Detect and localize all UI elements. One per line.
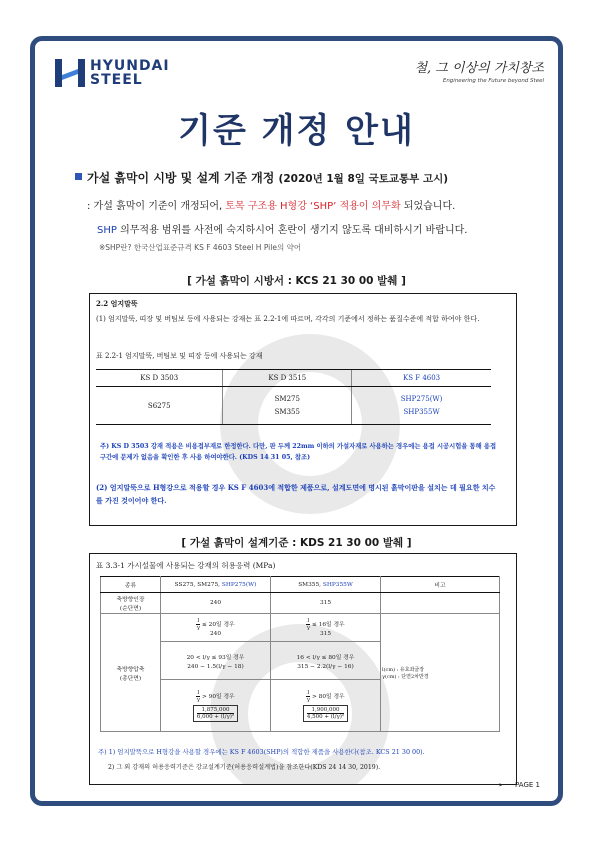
intro-line1-c: 되었습니다. <box>403 201 456 212</box>
logo-line1: HYUNDAI <box>90 58 170 74</box>
row2-label: 축방향압축 <box>116 666 145 673</box>
table-header: SM355, SHP355W <box>271 577 381 593</box>
table-cell <box>271 642 381 680</box>
section1-table-caption: 표 2.2-1 엄지말뚝, 버팀보 및 띠장 등에 사용되는 강재 <box>96 352 263 360</box>
slogan-sub: Engineering the Future beyond Steel <box>442 78 544 84</box>
table-cell-line: SHP275(W) <box>400 394 443 403</box>
table-cell <box>161 680 271 732</box>
document-frame <box>30 36 563 806</box>
steel-table <box>96 369 491 425</box>
section2-footnote2: 2) 그 외 강재의 허용응력기준은 강교설계기준(허용응력설계법)을 참조한다(KDS 24 14 30, 2019). <box>108 764 381 771</box>
section2-footnote1: 주) 1) 엄지말뚝으로 H형강을 사용할 경우에는 KS F 4603(SHP)의 적합한 제품을 사용한다(참조. KCS 21 30 00). <box>98 748 425 756</box>
slogan-main: 철, 그 이상의 가치창조 <box>414 61 544 76</box>
table-cell: S6275 <box>96 387 223 425</box>
table-cell <box>101 593 161 614</box>
intro-line1 <box>87 197 455 212</box>
cond-text: 16 < l/γ ≤ 80일 경우 <box>296 654 355 661</box>
square-bullet-icon <box>75 173 82 180</box>
cond-text: > 80일 경우 <box>311 693 345 700</box>
cond-equation: 240 − 1.5(l/γ − 18) <box>187 663 244 670</box>
row1-label: 축방향인장 <box>116 597 145 603</box>
allowable-stress-table <box>100 576 500 732</box>
remark-line: γ(cm) : 단면2차반경 <box>382 673 429 680</box>
section1-heading: [ 가설 흙막이 시방서 : KCS 21 30 00 발췌 ] <box>187 275 406 287</box>
table-header: SS275, SM275, SHP275(W) <box>161 577 271 593</box>
section1-para2: (2) 엄지말뚝으로 H형강으로 적용할 경우 KS F 4603에 적합한 제품으로, 설계도면에 명시된 흙막이판을 설치는 데 필요한 치수를 가진 것이어야 한다. <box>96 483 496 505</box>
cond-text: 20 < l/γ ≤ 93일 경우 <box>186 654 245 661</box>
cond-text: > 90일 경우 <box>201 693 235 700</box>
fraction <box>307 707 344 720</box>
table-cell: 240 <box>161 593 271 614</box>
logo-line2: STEEL <box>90 72 143 88</box>
table-cell <box>223 387 352 425</box>
page-label: PAGE 1 <box>515 781 540 789</box>
cond-text: ≤ 16일 경우 <box>311 622 345 628</box>
cond-value: 315 <box>319 631 332 637</box>
intro-line2-text: 의무적용 범위를 사전에 숙지하시어 혼란이 생기지 않도록 대비하시기 바랍니다. <box>120 225 468 236</box>
intro-line1-a: : 가설 흙막이 기준이 개정되어, <box>87 201 223 212</box>
row1-label-sub: (순단면) <box>119 606 142 612</box>
headline-text: 가설 흙막이 시방 및 설계 기준 개정 <box>87 171 275 185</box>
page-number <box>498 781 540 789</box>
table-cell-line: SHP355W <box>403 407 440 416</box>
intro-line1-highlight: 토목 구조용 H형강 ‘SHP’ 적용이 의무화 <box>225 201 401 212</box>
cond-equation <box>303 705 348 722</box>
slogan <box>414 57 544 84</box>
eq-denominator: 6,000 + (l/γ)² <box>196 713 235 720</box>
section1-excerpt-box <box>89 293 517 526</box>
cond-value: 240 <box>209 631 222 637</box>
table-header: KS F 4603 <box>352 370 491 387</box>
cond-text: ≤ 20일 경우 <box>201 622 235 628</box>
table-cell-line: SM355 <box>274 407 300 416</box>
table-cell: 315 <box>271 593 381 614</box>
shp-note: ※SHP란? 한국산업표준규격 KS F 4603 Steel H Pile의 약어 <box>99 243 302 252</box>
intro-line2-shp: SHP <box>97 225 117 236</box>
cond-equation <box>193 705 238 722</box>
section1-footnote: 주) KS D 3503 강재 적용은 비용접부재로 한정한다. 다만, 판 두께 22mm 이하의 가설자재로 사용하는 경우에는 용접 시공시험을 통해 용접구간에 문제가 없음을 확인한 후 사용 하여야한다. (KDS 14 31 05, 참조) <box>100 443 497 461</box>
fraction: $\frac{l}{\gamma}$ <box>306 618 310 631</box>
arrow-icon: ➢ <box>498 781 504 789</box>
table-cell-line: SM275 <box>274 394 300 403</box>
table-cell <box>161 642 271 680</box>
eq-numerator: 1,900,000 <box>307 707 344 714</box>
eq-numerator: 1,875,000 <box>197 707 234 714</box>
table-cell <box>161 614 271 642</box>
table-header: KS D 3515 <box>223 370 352 387</box>
table-cell <box>352 387 491 425</box>
headline-date: (2020년 1월 8일 국토교통부 고시) <box>278 173 449 185</box>
table-cell <box>381 593 500 614</box>
section1-para1: (1) 엄지말뚝, 띠장 및 버팀보 등에 사용되는 강재는 표 2.2-1에 따르며, 각각의 기준에서 정하는 품질수준에 적합 하여야 한다. <box>96 315 480 323</box>
intro-line2 <box>97 221 467 236</box>
table-header: 비고 <box>381 577 500 593</box>
table-cell <box>381 614 500 732</box>
table-cell <box>101 614 161 732</box>
fraction: $\frac{l}{\gamma}$ <box>196 689 200 703</box>
section1-subtitle: 2.2 엄지말뚝 <box>96 299 138 308</box>
table-header: 종류 <box>101 577 161 593</box>
h-logo-icon <box>55 59 85 87</box>
fraction: $\frac{l}{\gamma}$ <box>196 618 200 631</box>
cond-equation: 315 − 2.2(l/γ − 16) <box>297 663 354 670</box>
row2-label-sub: (총단면) <box>119 675 142 682</box>
table-header: KS D 3503 <box>96 370 223 387</box>
table-cell <box>271 680 381 732</box>
section2-excerpt-box <box>89 553 517 785</box>
section2-heading: [ 가설 흙막이 설계기준 : KDS 21 30 00 발췌 ] <box>181 537 412 549</box>
table-cell <box>271 614 381 642</box>
fraction: $\frac{l}{\gamma}$ <box>306 689 310 703</box>
hyundai-steel-logo <box>55 59 170 87</box>
section2-caption: 표 3.3-1 가시설물에 사용되는 강재의 허용응력 (MPa) <box>96 561 276 570</box>
headline <box>75 169 448 186</box>
eq-denominator: 4,500 + (l/γ)² <box>306 713 345 720</box>
page-title: 기준 개정 안내 <box>178 111 415 151</box>
fraction <box>197 707 234 720</box>
remark-line: l(cm) : 유효좌굴장 <box>382 666 425 673</box>
